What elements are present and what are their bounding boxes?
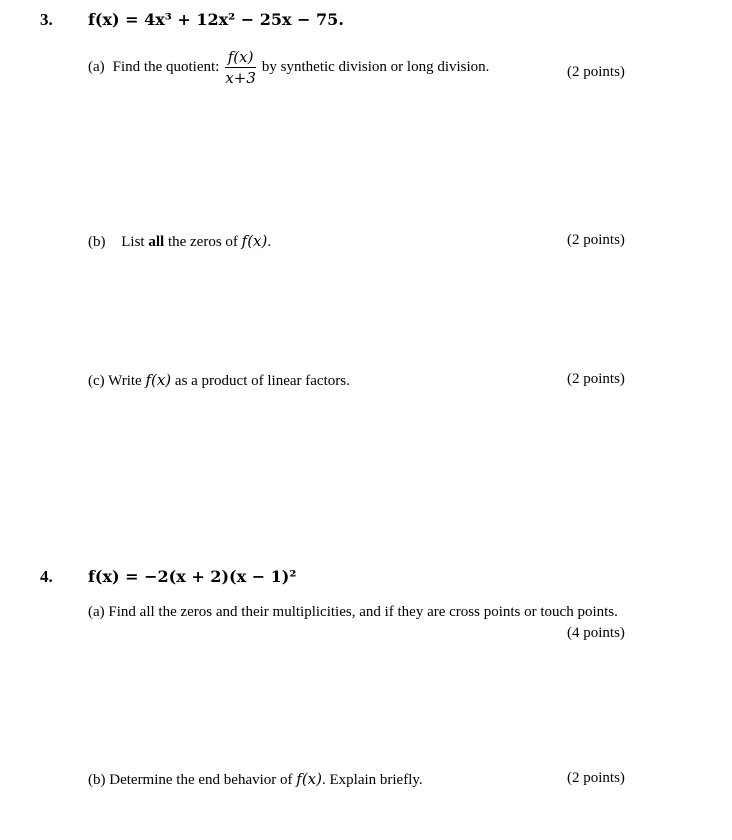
question-3-number: 3. xyxy=(40,10,53,29)
question-4b-math: f(x) xyxy=(296,770,322,788)
question-3b-end: . xyxy=(267,234,272,250)
question-4a-text: Find all the zeros and their multiplicities, and if they are cross points or touch points. xyxy=(108,604,618,620)
question-3c-math: f(x) xyxy=(145,371,172,389)
fraction-numerator: f(x) xyxy=(225,48,256,68)
question-4a xyxy=(88,604,618,621)
question-3b-text-before: List xyxy=(121,234,145,250)
question-4b-points: (2 points) xyxy=(567,770,625,786)
fraction-denominator: x+3 xyxy=(225,69,256,87)
question-3b-text-after: the zeros of xyxy=(167,234,238,250)
question-3b-bold-word: all xyxy=(148,234,165,250)
question-3a-text-before: Find the quotient: xyxy=(112,59,220,75)
question-3a-label: (a) xyxy=(88,59,105,75)
question-3a-points: (2 points) xyxy=(567,64,625,80)
question-3a-text-after: by synthetic division or long division. xyxy=(261,59,490,75)
question-3b-math: f(x) xyxy=(241,232,268,250)
question-3b-points: (2 points) xyxy=(567,232,625,248)
question-3c xyxy=(88,371,350,390)
question-4a-points: (4 points) xyxy=(567,625,625,641)
question-3b-label: (b) xyxy=(88,234,106,250)
question-4-number: 4. xyxy=(40,567,53,586)
question-3c-label: (c) xyxy=(88,373,105,389)
question-3-function: f(x) = 4x³ + 12x² − 25x − 75. xyxy=(88,10,344,29)
question-3c-text-before: Write xyxy=(108,373,142,389)
quotient-fraction xyxy=(225,48,256,87)
question-3b xyxy=(88,232,271,251)
question-4b-text-before: Determine the end behavior of xyxy=(109,772,293,788)
question-4b-text-after: . Explain briefly. xyxy=(321,772,423,788)
question-4b xyxy=(88,770,423,789)
question-3a xyxy=(88,48,489,87)
question-3c-text-after: as a product of linear factors. xyxy=(174,373,350,389)
question-4b-label: (b) xyxy=(88,772,106,788)
question-4a-label: (a) xyxy=(88,604,105,620)
question-3c-points: (2 points) xyxy=(567,371,625,387)
question-4-function: f(x) = −2(x + 2)(x − 1)² xyxy=(88,567,297,586)
